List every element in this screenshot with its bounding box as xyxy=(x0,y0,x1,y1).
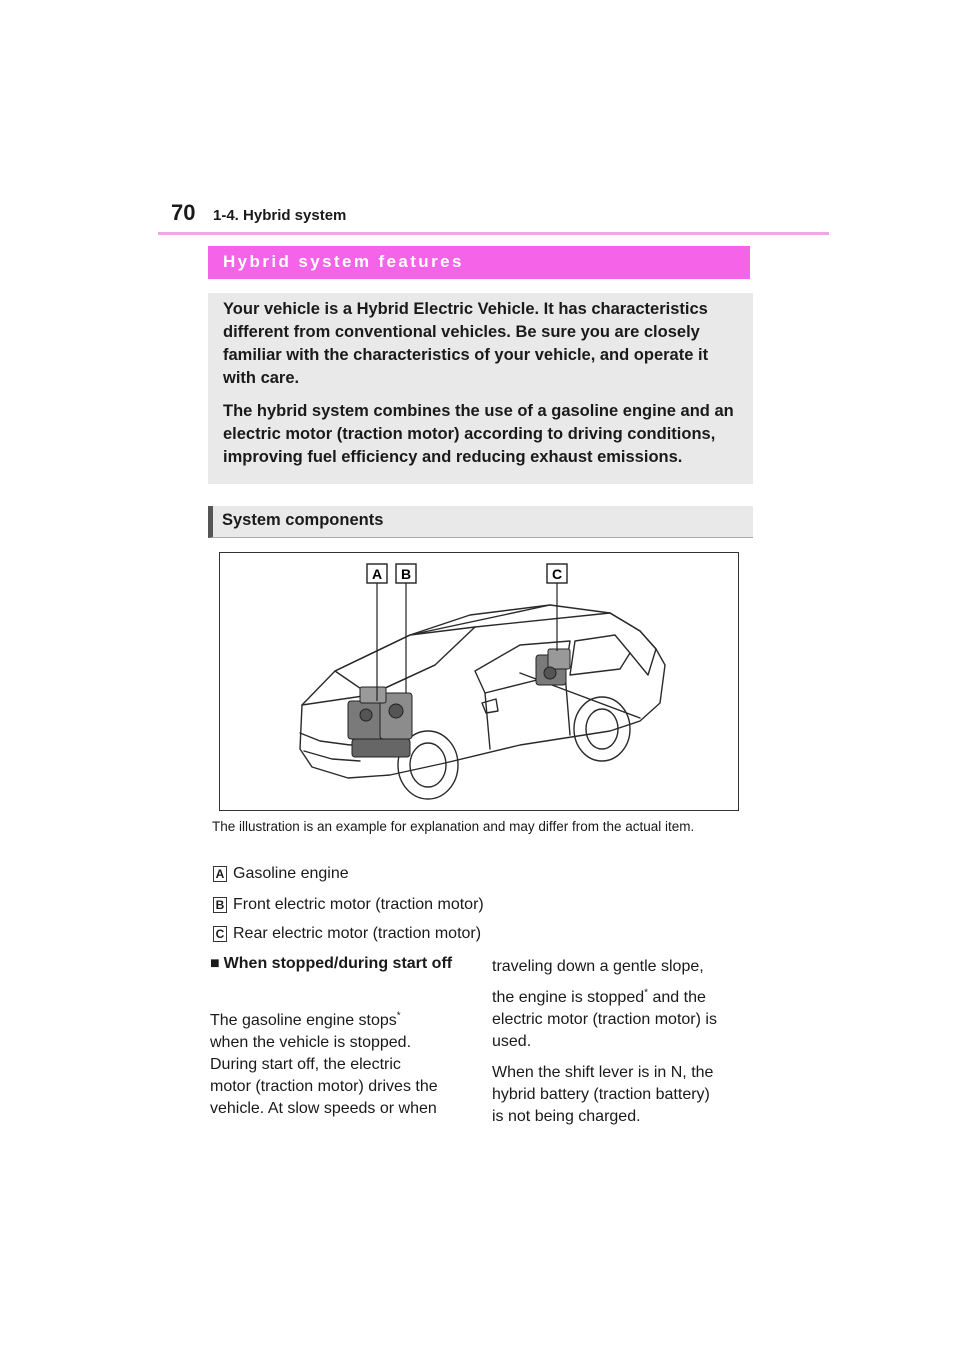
intro-paragraph-2: The hybrid system combines the use of a gasoline engine and an electric motor (traction motor) according to driving conditions, improving fuel efficiency and reducing exhaust emissions. xyxy=(223,402,734,466)
stopped-heading xyxy=(210,953,460,975)
right-line-3: electric motor (traction motor) is xyxy=(492,1011,717,1028)
left-line-4: motor (traction motor) drives the xyxy=(210,1078,438,1095)
stopped-heading-text: When stopped/during start off xyxy=(223,955,453,972)
page-number: 70 xyxy=(171,200,196,225)
callout-c-label: C xyxy=(551,566,563,582)
bullet-square: ■ xyxy=(210,955,220,972)
components-heading: System components xyxy=(208,506,753,538)
right-line-1: traveling down a gentle slope, xyxy=(492,958,704,975)
marker-a: A xyxy=(213,866,227,882)
callout-a-label: A xyxy=(371,566,383,582)
feature-heading: Hybrid system features xyxy=(208,246,750,279)
left-line-3: During start off, the electric xyxy=(210,1056,401,1073)
right-line-4: used. xyxy=(492,1033,532,1050)
marker-c: C xyxy=(213,926,227,942)
right-column xyxy=(492,956,754,1128)
footnote-asterisk: * xyxy=(644,987,649,999)
windshield xyxy=(335,627,475,695)
callout-b-label: B xyxy=(400,566,412,582)
left-column xyxy=(210,1010,472,1120)
intro-box xyxy=(208,293,753,484)
right-line-6: hybrid battery (traction battery) xyxy=(492,1086,710,1103)
right-line-2: the engine is stopped* and the xyxy=(492,987,706,1006)
left-line-2: when the vehicle is stopped. xyxy=(210,1034,412,1051)
section-title: 1-4. Hybrid system xyxy=(213,207,347,224)
left-line-5: vehicle. At slow speeds or when xyxy=(210,1100,437,1117)
component-front-motor: Front electric motor (traction motor) xyxy=(233,896,484,913)
right-line-7: is not being charged. xyxy=(492,1108,641,1125)
rear-motor-assembly xyxy=(536,649,570,685)
component-gasoline-engine: Gasoline engine xyxy=(233,865,349,882)
footnote-asterisk: * xyxy=(396,1010,401,1022)
callout-c xyxy=(547,564,567,583)
left-line-1: The gasoline engine stops* xyxy=(210,1010,401,1029)
intro-paragraph-1: Your vehicle is a Hybrid Electric Vehicle. It has characteristics different from conventional vehicles. Be sure you are closely familiar with the characteristics of your vehicle, and operate it with care. xyxy=(223,300,709,387)
component-rear-motor: Rear electric motor (traction motor) xyxy=(233,925,482,942)
marker-b: B xyxy=(213,897,227,913)
figure-caption: The illustration is an example for explanation and may differ from the actual item. xyxy=(212,819,695,834)
header-rule xyxy=(158,232,829,235)
right-line-5: When the shift lever is in N, the xyxy=(492,1064,714,1081)
callout-a xyxy=(367,564,387,583)
callout-b xyxy=(396,564,416,583)
rear-wheel xyxy=(574,697,630,761)
vehicle-illustration xyxy=(219,552,739,811)
